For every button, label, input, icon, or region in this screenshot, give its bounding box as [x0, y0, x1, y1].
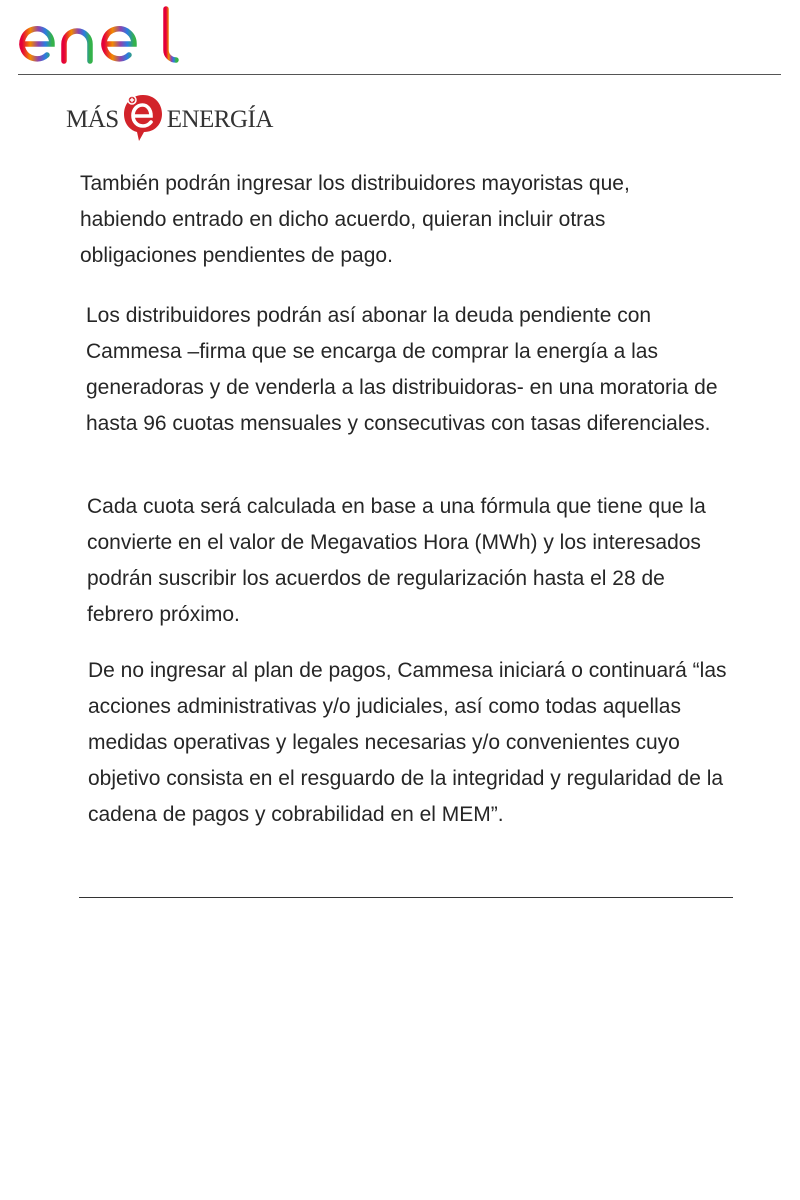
article-paragraph: De no ingresar al plan de pagos, Cammesa iniciará o continuará “las acciones administrativas y/o judiciales, así como todas aquellas medidas operativas y legales necesarias y/o convenientes cuyo objetivo consista en el resguardo de la integridad y regularidad de la cadena de pagos y cobrabilidad en el MEM”. [88, 659, 727, 826]
article-paragraph: También podrán ingresar los distribuidores mayoristas que, habiendo entrado en dicho acuerdo, quieran incluir otras obligaciones pendientes de pago. [80, 172, 630, 267]
brand-left-text: MÁS [66, 106, 119, 133]
brand-right-text: ENERGÍA [166, 106, 273, 133]
article-paragraph: Cada cuota será calculada en base a una fórmula que tiene que la convierte en el valor de Megavatios Hora (MWh) y los interesados podrán suscribir los acuerdos de regularización hasta el 28 de febrero próximo. [87, 495, 706, 626]
article-paragraph: Los distribuidores podrán así abonar la deuda pendiente con Cammesa –firma que se encarga de comprar la energía a las generadoras y de venderla a las distribuidoras- en una moratoria de hasta 96 cuotas mensuales y consecutivas con tasas diferenciales. [86, 304, 718, 435]
header-divider [18, 74, 781, 75]
mas-energia-logo[interactable] [66, 94, 273, 146]
enel-logo-icon[interactable] [16, 4, 182, 71]
e-speech-bubble-icon [122, 91, 164, 150]
article-end-divider [79, 897, 733, 898]
page-header [0, 0, 800, 76]
